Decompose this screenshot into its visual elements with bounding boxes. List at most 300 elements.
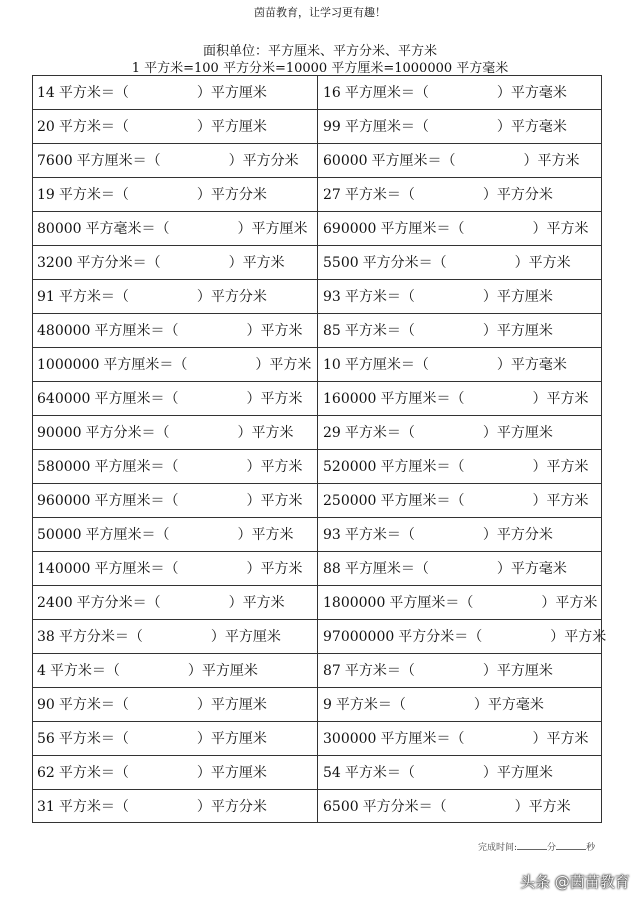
source-unit: 平方厘米 — [94, 493, 151, 509]
equals-sign: ＝ — [150, 323, 165, 339]
target-unit: 平方米 — [260, 459, 303, 475]
number: 90000 — [37, 425, 82, 441]
equals-sign: ＝ — [100, 187, 115, 203]
equals-sign: ＝ — [114, 629, 129, 645]
table-row — [33, 586, 601, 620]
equals-sign: ＝ — [400, 85, 415, 101]
close-paren: ） — [228, 255, 243, 271]
watermark: 头条 @茵苗教育 — [520, 873, 630, 891]
number: 140000 — [37, 561, 91, 577]
problem-right — [323, 518, 601, 551]
target-unit: 平方毫米 — [510, 85, 567, 101]
close-paren: ） — [196, 119, 211, 135]
equals-sign: ＝ — [150, 459, 165, 475]
source-unit: 平方米 — [58, 289, 101, 305]
problem-left — [37, 552, 315, 585]
problem-left — [37, 518, 315, 551]
source-unit: 平方厘米 — [380, 493, 437, 509]
equals-sign: ＝ — [150, 493, 165, 509]
open-paren: （ — [164, 391, 179, 407]
table-row — [33, 348, 601, 382]
open-paren: （ — [414, 85, 429, 101]
open-paren: （ — [450, 221, 465, 237]
number: 640000 — [37, 391, 91, 407]
close-paren: ） — [482, 323, 497, 339]
close-paren: ） — [196, 799, 211, 815]
number: 10 — [323, 357, 341, 373]
open-paren: （ — [400, 187, 415, 203]
source-unit: 平方米 — [344, 765, 387, 781]
open-paren: （ — [146, 255, 161, 271]
equals-sign: ＝ — [100, 799, 115, 815]
equals-sign: ＝ — [150, 561, 165, 577]
number: 6500 — [323, 799, 359, 815]
close-paren: ） — [514, 799, 529, 815]
problem-right — [323, 348, 601, 381]
equals-sign: ＝ — [418, 799, 433, 815]
number: 31 — [37, 799, 55, 815]
open-paren: （ — [459, 595, 474, 611]
source-unit: 平方厘米 — [380, 391, 437, 407]
table-row — [33, 688, 601, 722]
open-paren: （ — [114, 289, 129, 305]
open-paren: （ — [164, 493, 179, 509]
number: 60000 — [323, 153, 368, 169]
target-unit: 平方米 — [546, 391, 589, 407]
open-paren: （ — [414, 561, 429, 577]
completion-time-label: 完成时间: — [478, 843, 518, 853]
table-row — [33, 280, 601, 314]
problem-left — [37, 586, 315, 619]
source-unit: 平方米 — [58, 187, 101, 203]
problem-right — [323, 76, 601, 109]
target-unit: 平方米 — [546, 493, 589, 509]
number: 9 — [323, 697, 332, 713]
target-unit: 平方厘米 — [210, 731, 267, 747]
open-paren: （ — [400, 323, 415, 339]
open-paren: （ — [114, 187, 129, 203]
equals-sign: ＝ — [141, 527, 156, 543]
close-paren: ） — [496, 561, 511, 577]
problem-left — [37, 212, 315, 245]
seconds-blank[interactable] — [556, 840, 586, 850]
close-paren: ） — [237, 425, 252, 441]
problem-left — [37, 178, 315, 211]
target-unit: 平方米 — [260, 561, 303, 577]
equals-sign: ＝ — [100, 119, 115, 135]
number: 87 — [323, 663, 341, 679]
close-paren: ） — [532, 731, 547, 747]
brand-slogan: 茵苗教育，让学习更有趣！ — [254, 6, 386, 19]
source-unit: 平方厘米 — [380, 221, 437, 237]
close-paren: ） — [246, 493, 261, 509]
source-unit: 平方厘米 — [94, 561, 151, 577]
source-unit: 平方米 — [344, 663, 387, 679]
close-paren: ） — [482, 663, 497, 679]
source-unit: 平方米 — [58, 765, 101, 781]
table-row — [33, 382, 601, 416]
equals-sign: ＝ — [386, 663, 401, 679]
close-paren: ） — [532, 493, 547, 509]
open-paren: （ — [414, 357, 429, 373]
table-row — [33, 756, 601, 790]
problem-left — [37, 382, 315, 415]
open-paren: （ — [146, 153, 161, 169]
number: 520000 — [323, 459, 377, 475]
close-paren: ） — [482, 425, 497, 441]
target-unit: 平方厘米 — [210, 697, 267, 713]
number: 1000000 — [37, 357, 100, 373]
number: 250000 — [323, 493, 377, 509]
open-paren: （ — [450, 459, 465, 475]
source-unit: 平方米 — [58, 731, 101, 747]
number: 93 — [323, 289, 341, 305]
source-unit: 平方厘米 — [76, 153, 133, 169]
equals-sign: ＝ — [91, 663, 106, 679]
close-paren: ） — [514, 255, 529, 271]
problem-right — [323, 416, 601, 449]
target-unit: 平方米 — [546, 459, 589, 475]
number: 960000 — [37, 493, 91, 509]
number: 580000 — [37, 459, 91, 475]
equals-sign: ＝ — [427, 153, 442, 169]
target-unit: 平方厘米 — [210, 765, 267, 781]
problem-right — [323, 314, 601, 347]
source-unit: 平方厘米 — [389, 595, 446, 611]
problem-left — [37, 348, 315, 381]
open-paren: （ — [114, 85, 129, 101]
close-paren: ） — [246, 561, 261, 577]
close-paren: ） — [228, 153, 243, 169]
source-unit: 平方厘米 — [344, 357, 401, 373]
number: 93 — [323, 527, 341, 543]
target-unit: 平方米 — [242, 595, 285, 611]
close-paren: ） — [237, 527, 252, 543]
table-row — [33, 790, 601, 824]
problem-left — [37, 76, 315, 109]
target-unit: 平方厘米 — [496, 323, 553, 339]
seconds-label: 秒 — [586, 843, 596, 853]
open-paren: （ — [391, 697, 406, 713]
number: 85 — [323, 323, 341, 339]
open-paren: （ — [450, 493, 465, 509]
source-unit: 平方米 — [58, 697, 101, 713]
open-paren: （ — [468, 629, 483, 645]
problem-right — [323, 280, 601, 313]
equals-sign: ＝ — [386, 425, 401, 441]
source-unit: 平方米 — [58, 119, 101, 135]
equals-sign: ＝ — [132, 255, 147, 271]
close-paren: ） — [228, 595, 243, 611]
close-paren: ） — [210, 629, 225, 645]
number: 97000000 — [323, 629, 395, 645]
open-paren: （ — [105, 663, 120, 679]
worksheet-title: 面积单位：平方厘米、平方分米、平方米 — [202, 44, 437, 59]
number: 62 — [37, 765, 55, 781]
problem-left — [37, 654, 315, 687]
close-paren: ） — [482, 765, 497, 781]
close-paren: ） — [473, 697, 488, 713]
problem-left — [37, 688, 315, 721]
open-paren: （ — [114, 799, 129, 815]
number: 50000 — [37, 527, 82, 543]
number: 5500 — [323, 255, 359, 271]
equals-sign: ＝ — [436, 731, 451, 747]
target-unit: 平方米 — [251, 425, 294, 441]
target-unit: 平方米 — [546, 221, 589, 237]
table-row — [33, 314, 601, 348]
equals-sign: ＝ — [436, 459, 451, 475]
open-paren: （ — [164, 323, 179, 339]
target-unit: 平方米 — [269, 357, 312, 373]
target-unit: 平方毫米 — [510, 561, 567, 577]
equals-sign: ＝ — [132, 595, 147, 611]
target-unit: 平方厘米 — [224, 629, 281, 645]
number: 91 — [37, 289, 55, 305]
close-paren: ） — [532, 221, 547, 237]
open-paren: （ — [450, 391, 465, 407]
problem-right — [323, 552, 601, 585]
target-unit: 平方米 — [260, 323, 303, 339]
equals-sign: ＝ — [436, 391, 451, 407]
source-unit: 平方厘米 — [344, 561, 401, 577]
open-paren: （ — [400, 663, 415, 679]
source-unit: 平方米 — [335, 697, 378, 713]
target-unit: 平方分米 — [210, 289, 267, 305]
number: 54 — [323, 765, 341, 781]
number: 7600 — [37, 153, 73, 169]
target-unit: 平方厘米 — [496, 765, 553, 781]
source-unit: 平方分米 — [398, 629, 455, 645]
problem-right — [323, 178, 601, 211]
source-unit: 平方米 — [49, 663, 92, 679]
source-unit: 平方米 — [58, 799, 101, 815]
close-paren: ） — [532, 459, 547, 475]
open-paren: （ — [400, 527, 415, 543]
number: 27 — [323, 187, 341, 203]
target-unit: 平方米 — [242, 255, 285, 271]
table-row — [33, 144, 601, 178]
problem-right — [323, 722, 601, 755]
equals-sign: ＝ — [400, 357, 415, 373]
problem-left — [37, 416, 315, 449]
close-paren: ） — [482, 527, 497, 543]
open-paren: （ — [173, 357, 188, 373]
target-unit: 平方分米 — [496, 187, 553, 203]
target-unit: 平方毫米 — [510, 119, 567, 135]
target-unit: 平方分米 — [242, 153, 299, 169]
source-unit: 平方厘米 — [380, 459, 437, 475]
number: 90 — [37, 697, 55, 713]
equals-sign: ＝ — [445, 595, 460, 611]
problem-left — [37, 790, 315, 823]
close-paren: ） — [196, 85, 211, 101]
open-paren: （ — [128, 629, 143, 645]
problem-left — [37, 280, 315, 313]
number: 480000 — [37, 323, 91, 339]
source-unit: 平方厘米 — [94, 323, 151, 339]
number: 99 — [323, 119, 341, 135]
equals-sign: ＝ — [100, 85, 115, 101]
source-unit: 平方分米 — [362, 799, 419, 815]
close-paren: ） — [496, 85, 511, 101]
close-paren: ） — [550, 629, 565, 645]
problem-right — [323, 654, 601, 687]
number: 16 — [323, 85, 341, 101]
table-row — [33, 246, 601, 280]
open-paren: （ — [114, 697, 129, 713]
close-paren: ） — [496, 119, 511, 135]
source-unit: 平方厘米 — [344, 85, 401, 101]
number: 29 — [323, 425, 341, 441]
table-row — [33, 110, 601, 144]
problem-right — [323, 382, 601, 415]
equals-sign: ＝ — [100, 765, 115, 781]
equals-sign: ＝ — [386, 765, 401, 781]
open-paren: （ — [146, 595, 161, 611]
target-unit: 平方米 — [528, 255, 571, 271]
number: 160000 — [323, 391, 377, 407]
problem-right — [323, 212, 601, 245]
target-unit: 平方米 — [260, 493, 303, 509]
close-paren: ） — [532, 391, 547, 407]
source-unit: 平方分米 — [85, 425, 142, 441]
minutes-label: 分 — [547, 843, 557, 853]
problem-right — [323, 450, 601, 483]
target-unit: 平方厘米 — [201, 663, 258, 679]
equals-sign: ＝ — [418, 255, 433, 271]
table-row — [33, 552, 601, 586]
source-unit: 平方米 — [58, 85, 101, 101]
source-unit: 平方分米 — [362, 255, 419, 271]
open-paren: （ — [400, 425, 415, 441]
problem-left — [37, 756, 315, 789]
equals-sign: ＝ — [100, 289, 115, 305]
equals-sign: ＝ — [386, 187, 401, 203]
target-unit: 平方米 — [555, 595, 598, 611]
table-row — [33, 76, 601, 110]
close-paren: ） — [246, 391, 261, 407]
target-unit: 平方分米 — [210, 187, 267, 203]
target-unit: 平方分米 — [496, 527, 553, 543]
number: 56 — [37, 731, 55, 747]
source-unit: 平方厘米 — [85, 527, 142, 543]
source-unit: 平方厘米 — [103, 357, 160, 373]
problem-right — [323, 688, 601, 721]
close-paren: ） — [187, 663, 202, 679]
equals-sign: ＝ — [132, 153, 147, 169]
open-paren: （ — [432, 799, 447, 815]
source-unit: 平方米 — [344, 289, 387, 305]
open-paren: （ — [400, 765, 415, 781]
table-row — [33, 518, 601, 552]
target-unit: 平方厘米 — [496, 663, 553, 679]
close-paren: ） — [255, 357, 270, 373]
problem-right — [323, 144, 601, 177]
source-unit: 平方米 — [344, 323, 387, 339]
table-row — [33, 416, 601, 450]
open-paren: （ — [441, 153, 456, 169]
table-row — [33, 620, 607, 654]
target-unit: 平方厘米 — [496, 425, 553, 441]
target-unit: 平方米 — [546, 731, 589, 747]
number: 88 — [323, 561, 341, 577]
target-unit: 平方米 — [260, 391, 303, 407]
open-paren: （ — [400, 289, 415, 305]
number: 80000 — [37, 221, 82, 237]
target-unit: 平方毫米 — [510, 357, 567, 373]
close-paren: ） — [196, 289, 211, 305]
conversion-rule: 1 平方米=100 平方分米=10000 平方厘米=1000000 平方毫米 — [131, 61, 509, 76]
source-unit: 平方分米 — [58, 629, 115, 645]
source-unit: 平方米 — [344, 425, 387, 441]
equals-sign: ＝ — [159, 357, 174, 373]
close-paren: ） — [482, 187, 497, 203]
problem-right — [323, 620, 607, 653]
table-row — [33, 722, 601, 756]
target-unit: 平方米 — [537, 153, 580, 169]
open-paren: （ — [114, 119, 129, 135]
target-unit: 平方厘米 — [496, 289, 553, 305]
table-row — [33, 484, 601, 518]
exercise-table — [32, 75, 607, 823]
equals-sign: ＝ — [436, 493, 451, 509]
open-paren: （ — [114, 731, 129, 747]
close-paren: ） — [496, 357, 511, 373]
open-paren: （ — [414, 119, 429, 135]
open-paren: （ — [155, 527, 170, 543]
close-paren: ） — [196, 731, 211, 747]
table-row — [33, 212, 601, 246]
open-paren: （ — [114, 765, 129, 781]
number: 38 — [37, 629, 55, 645]
source-unit: 平方分米 — [76, 595, 133, 611]
equals-sign: ＝ — [100, 731, 115, 747]
equals-sign: ＝ — [436, 221, 451, 237]
source-unit: 平方厘米 — [94, 391, 151, 407]
source-unit: 平方分米 — [76, 255, 133, 271]
number: 20 — [37, 119, 55, 135]
problem-left — [37, 144, 315, 177]
source-unit: 平方米 — [344, 187, 387, 203]
close-paren: ） — [237, 221, 252, 237]
problem-left — [37, 620, 315, 653]
open-paren: （ — [155, 425, 170, 441]
minutes-blank[interactable] — [517, 840, 547, 850]
open-paren: （ — [450, 731, 465, 747]
equals-sign: ＝ — [100, 697, 115, 713]
number: 300000 — [323, 731, 377, 747]
target-unit: 平方厘米 — [210, 85, 267, 101]
open-paren: （ — [164, 459, 179, 475]
table-row — [33, 450, 601, 484]
number: 690000 — [323, 221, 377, 237]
equals-sign: ＝ — [386, 323, 401, 339]
problem-right — [323, 246, 601, 279]
target-unit: 平方毫米 — [487, 697, 544, 713]
problem-right — [323, 586, 601, 619]
close-paren: ） — [196, 765, 211, 781]
close-paren: ） — [246, 323, 261, 339]
source-unit: 平方毫米 — [85, 221, 142, 237]
source-unit: 平方厘米 — [371, 153, 428, 169]
equals-sign: ＝ — [386, 289, 401, 305]
completion-time — [478, 840, 595, 853]
close-paren: ） — [482, 289, 497, 305]
problem-right — [323, 484, 601, 517]
equals-sign: ＝ — [386, 527, 401, 543]
problem-left — [37, 110, 315, 143]
